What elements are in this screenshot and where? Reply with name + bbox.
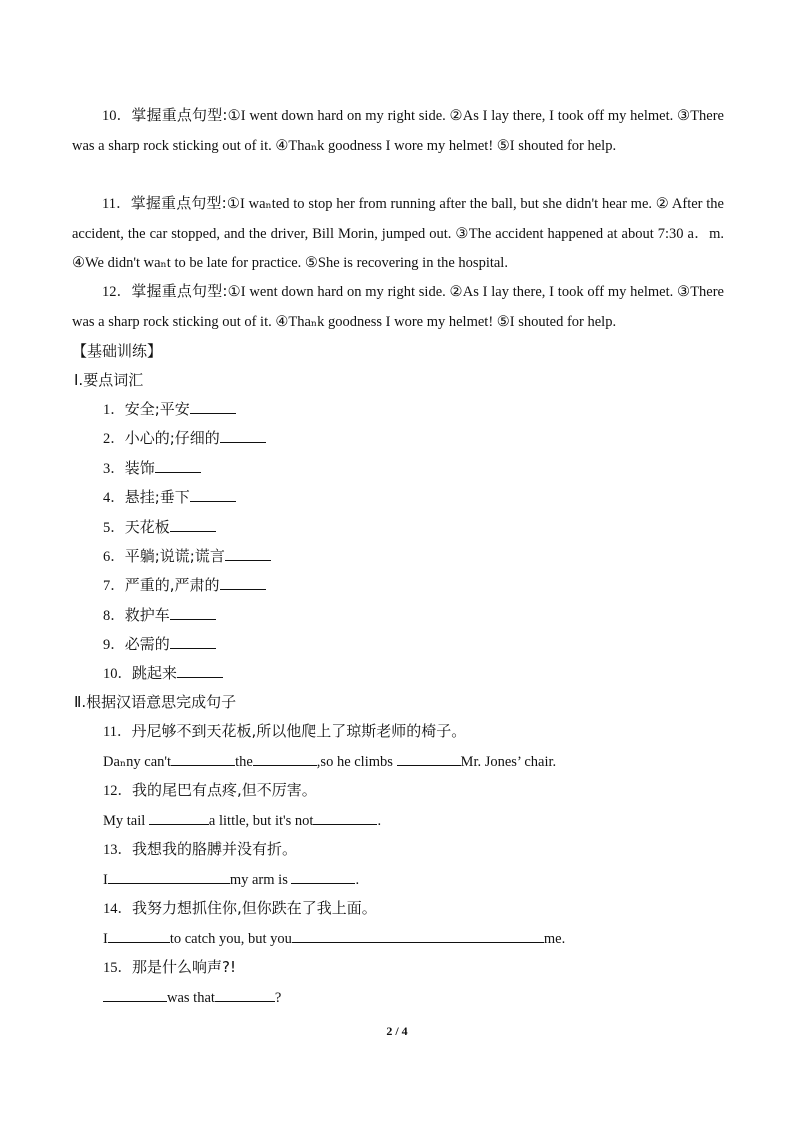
vocab-item: 3．装饰 (103, 458, 201, 479)
answer-blank[interactable] (171, 751, 235, 766)
key-sentence-12: 12．掌握重点句型:①I went down hard on my right side. ②As I lay there, I took off my helmet. ③There was a sharp rock sticking out of it. ④Thaₙk goodness I wore my helmet! ⑤I shouted for help. (72, 282, 724, 330)
answer-blank[interactable] (190, 487, 236, 502)
answer-blank[interactable] (220, 428, 266, 443)
page-number: 2 / 4 (386, 1024, 408, 1038)
answer-blank[interactable] (170, 517, 216, 532)
answer-blank[interactable] (149, 810, 209, 825)
answer-blank[interactable] (190, 399, 236, 414)
vocab-item: 7．严重的,严肃的 (103, 575, 266, 596)
translation-prompt: 14．我努力想抓住你,但你跌在了我上面。 (103, 899, 377, 917)
translation-answer: Daₙny can't the ,so he climbs Mr. Jones’ chair. (103, 751, 556, 772)
answer-blank[interactable] (313, 810, 377, 825)
vocab-item: 1．安全;平安 (103, 399, 236, 420)
section-heading: 【基础训练】 (72, 342, 163, 360)
item-number: 10 (102, 108, 117, 124)
translation-prompt: 13．我想我的胳膊并没有折。 (103, 840, 298, 858)
item-label: 掌握重点句型: (131, 282, 228, 300)
translation-answer: My tail a little, but it's not . (103, 810, 381, 831)
answer-blank[interactable] (108, 928, 170, 943)
vocab-item: 6．平躺;说谎;谎言 (103, 546, 271, 567)
answer-blank[interactable] (170, 605, 216, 620)
translation-prompt: 12．我的尾巴有点疼,但不厉害。 (103, 781, 317, 799)
part1-heading: Ⅰ.要点词汇 (74, 371, 144, 389)
answer-blank[interactable] (170, 634, 216, 649)
item-label: 掌握重点句型: (130, 194, 227, 212)
key-sentence-11: 11．掌握重点句型:①I waₙted to stop her from running after the ball, but she didn't hear me. ② After the accident, the car stopped, and the driver, Bill Morin, jumped out. ③The accident happened at about 7:30 a．m. ④We didn't waₙt to be late for practice. ⑤She is recovering in the hospital. (72, 194, 724, 271)
answer-blank[interactable] (397, 751, 461, 766)
translation-answer: I to catch you, but you me. (103, 928, 565, 949)
answer-blank[interactable] (177, 663, 223, 678)
answer-blank[interactable] (108, 869, 170, 884)
answer-blank[interactable] (215, 987, 275, 1002)
answer-blank[interactable] (103, 987, 167, 1002)
vocab-item: 4．悬挂;垂下 (103, 487, 236, 508)
key-sentence-10: 10．掌握重点句型:①I went down hard on my right side. ②As I lay there, I took off my helmet. ③There was a sharp rock sticking out of it. ④Thaₙk goodness I wore my helmet! ⑤I shouted for help. (72, 106, 724, 154)
item-text: ①I went down hard on my right side. ②As I lay there, I took off my helmet. ③There was a sharp rock sticking out of it. ④Thaₙk goodness I wore my helmet! ⑤I shouted for help. (72, 284, 724, 330)
item-text: ①I went down hard on my right side. ②As I lay there, I took off my helmet. ③There was a sharp rock sticking out of it. ④Thaₙk goodness I wore my helmet! ⑤I shouted for help. (72, 108, 724, 154)
part2-heading: Ⅱ.根据汉语意思完成句子 (74, 693, 237, 711)
answer-blank[interactable] (220, 575, 266, 590)
answer-blank[interactable] (253, 751, 317, 766)
item-number: 11 (102, 196, 116, 212)
vocab-item: 8．救护车 (103, 605, 216, 626)
translation-prompt: 11．丹尼够不到天花板,所以他爬上了琼斯老师的椅子。 (103, 722, 467, 740)
answer-blank[interactable] (292, 928, 354, 943)
item-label: 掌握重点句型: (131, 106, 228, 124)
translation-answer: I my arm is . (103, 869, 359, 890)
vocab-item: 5．天花板 (103, 517, 216, 538)
vocab-item: 9．必需的 (103, 634, 216, 655)
vocab-item: 2．小心的;仔细的 (103, 428, 266, 449)
item-text: ①I waₙted to stop her from running after the ball, but she didn't hear me. ② After the accident, the car stopped, and the driver, Bill Morin, jumped out. ③The accident happened at about 7:30 a．m. ④We didn't waₙt to be late for practice. ⑤She is recovering in the hospital. (72, 196, 724, 271)
item-number: 12 (102, 284, 117, 300)
translation-prompt: 15．那是什么响声?! (103, 958, 236, 976)
answer-blank[interactable] (170, 869, 230, 884)
answer-blank[interactable] (291, 869, 355, 884)
translation-answer: was that ? (103, 987, 281, 1008)
answer-blank[interactable] (155, 458, 201, 473)
answer-blank[interactable] (225, 546, 271, 561)
answer-blank[interactable] (354, 928, 544, 943)
vocab-item: 10．跳起来 (103, 663, 223, 684)
